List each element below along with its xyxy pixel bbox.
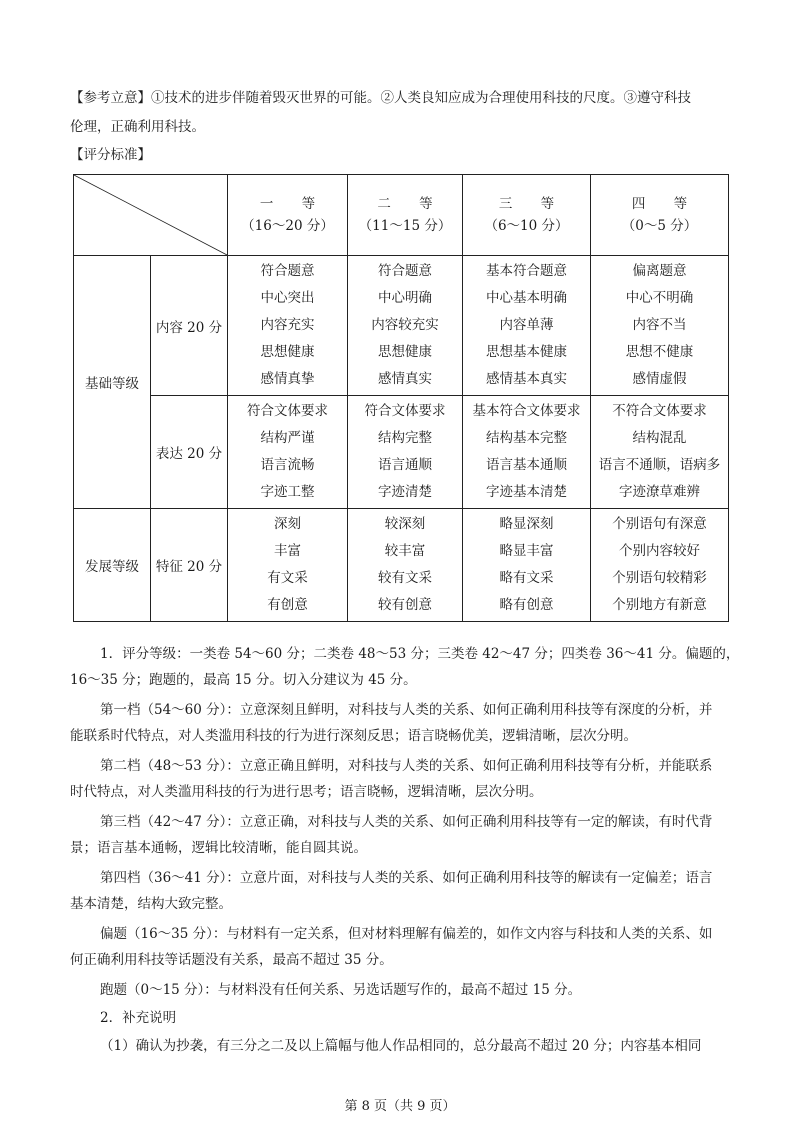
grade-header-1: 一 等 （16～20 分） [228, 175, 348, 256]
expression-grade-1: 符合文体要求 结构严谨 语言流畅 字迹工整 [228, 396, 348, 509]
content-grade-4: 偏离题意 中心不明确 内容不当 思想不健康 感情虚假 [591, 256, 729, 396]
note-plagiarism: （1）确认为抄袭，有三分之二及以上篇幅与他人作品相同的，总分最高不超过 20 分；内容基本相同 [100, 1038, 702, 1054]
note-tier-3: 第三档（42～47 分）：立意正确，对科技与人类的关系、如何正确利用科技等有一定的解读，有时代背 [100, 814, 713, 830]
note-tier-3-cont: 景；语言基本通畅，逻辑比较清晰，能自圆其说。 [70, 840, 367, 856]
expression-grade-4: 不符合文体要求 结构混乱 语言不通顺，语病多 字迹潦草难辨 [591, 396, 729, 509]
rubric-table [73, 174, 729, 622]
note-supplement-heading: 2．补充说明 [100, 1010, 177, 1026]
page-footer: 第 8 页（共 9 页） [344, 1099, 456, 1114]
content-label: 内容 20 分 [151, 256, 228, 396]
content-grade-1: 符合题意 中心突出 内容充实 思想健康 感情真挚 [228, 256, 348, 396]
feature-grade-1: 深刻 丰富 有文采 有创意 [228, 509, 348, 622]
expression-grade-2: 符合文体要求 结构完整 语言通顺 字迹清楚 [348, 396, 463, 509]
note-tier-2-cont: 时代特点，对人类滥用科技的行为进行思考；语言晓畅，逻辑清晰，层次分明。 [70, 784, 543, 800]
development-level-label: 发展等级 [74, 509, 151, 622]
grade-header-4: 四 等 （0～5 分） [591, 175, 729, 256]
grade-header-3: 三 等 （6～10 分） [463, 175, 591, 256]
note-grading-levels-cont: 16～35 分；跑题的，最高 15 分。切入分建议为 45 分。 [70, 672, 417, 688]
feature-grade-3: 略显深刻 略显丰富 略有文采 略有创意 [463, 509, 591, 622]
note-tier-4-cont: 基本清楚，结构大致完整。 [70, 896, 232, 912]
expression-label: 表达 20 分 [151, 396, 228, 509]
rubric-heading: 【评分标准】 [70, 147, 151, 163]
intro-line-1: 【参考立意】①技术的进步伴随着毁灭世界的可能。②人类良知应成为合理使用科技的尺度。③遵守科技 [70, 90, 691, 106]
note-tier-1: 第一档（54～60 分）：立意深刻且鲜明，对科技与人类的关系、如何正确利用科技等有深度的分析，并 [100, 702, 713, 718]
note-tier-4: 第四档（36～41 分）：立意片面，对科技与人类的关系、如何正确利用科技等的解读有一定偏差；语言 [100, 870, 713, 886]
note-tier-1-cont: 能联系时代特点，对人类滥用科技的行为进行深刻反思；语言晓畅优美，逻辑清晰，层次分明。 [70, 728, 637, 744]
content-grade-3: 基本符合题意 中心基本明确 内容单薄 思想基本健康 感情基本真实 [463, 256, 591, 396]
note-irrelevant: 跑题（0～15 分）：与材料没有任何关系、另选话题写作的，最高不超过 15 分。 [100, 982, 582, 998]
note-off-topic-cont: 何正确利用科技等话题没有关系，最高不超过 35 分。 [70, 952, 393, 968]
intro-line-2: 伦理，正确利用科技。 [70, 119, 205, 135]
basic-level-label: 基础等级 [74, 256, 151, 509]
expression-grade-3: 基本符合文体要求 结构基本完整 语言基本通顺 字迹基本清楚 [463, 396, 591, 509]
feature-grade-2: 较深刻 较丰富 较有文采 较有创意 [348, 509, 463, 622]
feature-grade-4: 个别语句有深意 个别内容较好 个别语句较精彩 个别地方有新意 [591, 509, 729, 622]
note-off-topic: 偏题（16～35 分）：与材料有一定关系，但对材料理解有偏差的，如作文内容与科技和人类的关系、如 [100, 926, 713, 942]
content-grade-2: 符合题意 中心明确 内容较充实 思想健康 感情真实 [348, 256, 463, 396]
note-tier-2: 第二档（48～53 分）：立意正确且鲜明，对科技与人类的关系、如何正确利用科技等有分析，并能联系 [100, 758, 713, 774]
note-grading-levels: 1．评分等级：一类卷 54～60 分；二类卷 48～53 分；三类卷 42～47 分；四类卷 36～41 分。偏题的， [100, 646, 740, 662]
diagonal-header-cell [74, 175, 228, 256]
grade-header-2: 二 等 （11～15 分） [348, 175, 463, 256]
feature-label: 特征 20 分 [151, 509, 228, 622]
